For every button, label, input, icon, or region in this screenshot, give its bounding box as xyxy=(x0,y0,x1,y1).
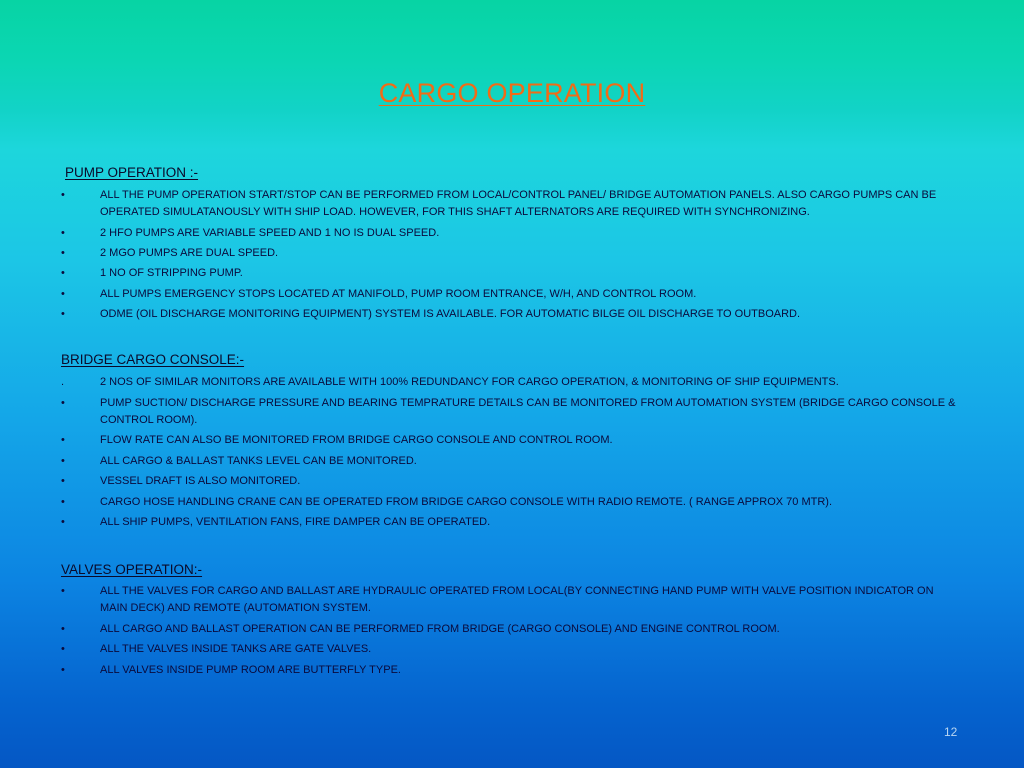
bullet-mark: • xyxy=(61,434,65,446)
bullet-mark: • xyxy=(61,267,65,279)
bullet-text: 2 MGO PUMPS ARE DUAL SPEED. xyxy=(100,247,279,259)
bullet-text: ODME (OIL DISCHARGE MONITORING EQUIPMENT) SYSTEM IS AVAILABLE. FOR AUTOMATIC BILGE OIL DISCHARGE TO OUTBOARD. xyxy=(100,308,801,320)
bullet-mark: • xyxy=(61,288,65,300)
bullet-text: ALL THE PUMP OPERATION START/STOP CAN BE PERFORMED FROM LOCAL/CONTROL PANEL/ BRIDGE AUTOMATION PANELS. ALSO CARGO PUMPS CAN BE OPERATED SIMULATANOUSLY WITH SHIP LOAD. HOWEVER, FOR THIS SHAFT ALTERNATORS ARE REQUIRED WITH SYNCHRONIZING. xyxy=(100,189,937,218)
bullet-text: VESSEL DRAFT IS ALSO MONITORED. xyxy=(100,475,301,487)
bullet-mark: • xyxy=(61,475,65,487)
bullet-mark: • xyxy=(61,308,65,320)
bullet-mark: • xyxy=(61,585,65,597)
bullet-text: ALL PUMPS EMERGENCY STOPS LOCATED AT MANIFOLD, PUMP ROOM ENTRANCE, W/H, AND CONTROL ROOM. xyxy=(100,288,697,300)
bullet-text: 2 HFO PUMPS ARE VARIABLE SPEED AND 1 NO IS DUAL SPEED. xyxy=(100,227,440,239)
bullet-text: ALL SHIP PUMPS, VENTILATION FANS, FIRE DAMPER CAN BE OPERATED. xyxy=(100,516,491,528)
bullet-text: PUMP SUCTION/ DISCHARGE PRESSURE AND BEARING TEMPRATURE DETAILS CAN BE MONITORED FROM AUTOMATION SYSTEM (BRIDGE CARGO CONSOLE & CONTROL ROOM). xyxy=(100,397,956,426)
bullet-mark: • xyxy=(61,664,65,676)
bullet-mark: • xyxy=(61,516,65,528)
bullet-mark: • xyxy=(61,643,65,655)
bullet-mark: • xyxy=(61,496,65,508)
bullet-mark: • xyxy=(61,623,65,635)
bullet-mark: • xyxy=(61,455,65,467)
bullet-text: 1 NO OF STRIPPING PUMP. xyxy=(100,267,243,279)
bullet-text: ALL VALVES INSIDE PUMP ROOM ARE BUTTERFLY TYPE. xyxy=(100,664,401,676)
bullet-text: ALL THE VALVES FOR CARGO AND BALLAST ARE HYDRAULIC OPERATED FROM LOCAL(BY CONNECTING HAND PUMP WITH VALVE POSITION INDICATOR ON MAIN DECK) AND REMOTE (AUTOMATION SYSTEM. xyxy=(100,585,934,614)
bullet-mark: • xyxy=(61,189,65,201)
bullet-text: CARGO HOSE HANDLING CRANE CAN BE OPERATED FROM BRIDGE CARGO CONSOLE WITH RADIO REMOTE. ( RANGE APPROX 70 MTR). xyxy=(100,496,832,508)
bullet-text: ALL CARGO & BALLAST TANKS LEVEL CAN BE MONITORED. xyxy=(100,455,417,467)
bullet-text: FLOW RATE CAN ALSO BE MONITORED FROM BRIDGE CARGO CONSOLE AND CONTROL ROOM. xyxy=(100,434,613,446)
bullet-text: ALL THE VALVES INSIDE TANKS ARE GATE VALVES. xyxy=(100,643,372,655)
bullet-mark: . xyxy=(61,376,65,388)
section-heading-bridge-cargo-console: BRIDGE CARGO CONSOLE:- xyxy=(61,352,245,367)
section-heading-pump-operation: PUMP OPERATION :- xyxy=(65,165,199,180)
bullet-mark: • xyxy=(61,247,65,259)
section-heading-valves-operation: VALVES OPERATION:- xyxy=(61,562,203,577)
bullet-mark: • xyxy=(61,227,65,239)
bullet-mark: • xyxy=(61,397,65,409)
bullet-text: 2 NOS OF SIMILAR MONITORS ARE AVAILABLE WITH 100% REDUNDANCY FOR CARGO OPERATION, & MONITORING OF SHIP EQUIPMENTS. xyxy=(100,376,839,388)
page-number: 12 xyxy=(944,725,958,739)
bullet-text: ALL CARGO AND BALLAST OPERATION CAN BE PERFORMED FROM BRIDGE (CARGO CONSOLE) AND ENGINE CONTROL ROOM. xyxy=(100,623,780,635)
slide-title: CARGO OPERATION xyxy=(378,78,646,108)
